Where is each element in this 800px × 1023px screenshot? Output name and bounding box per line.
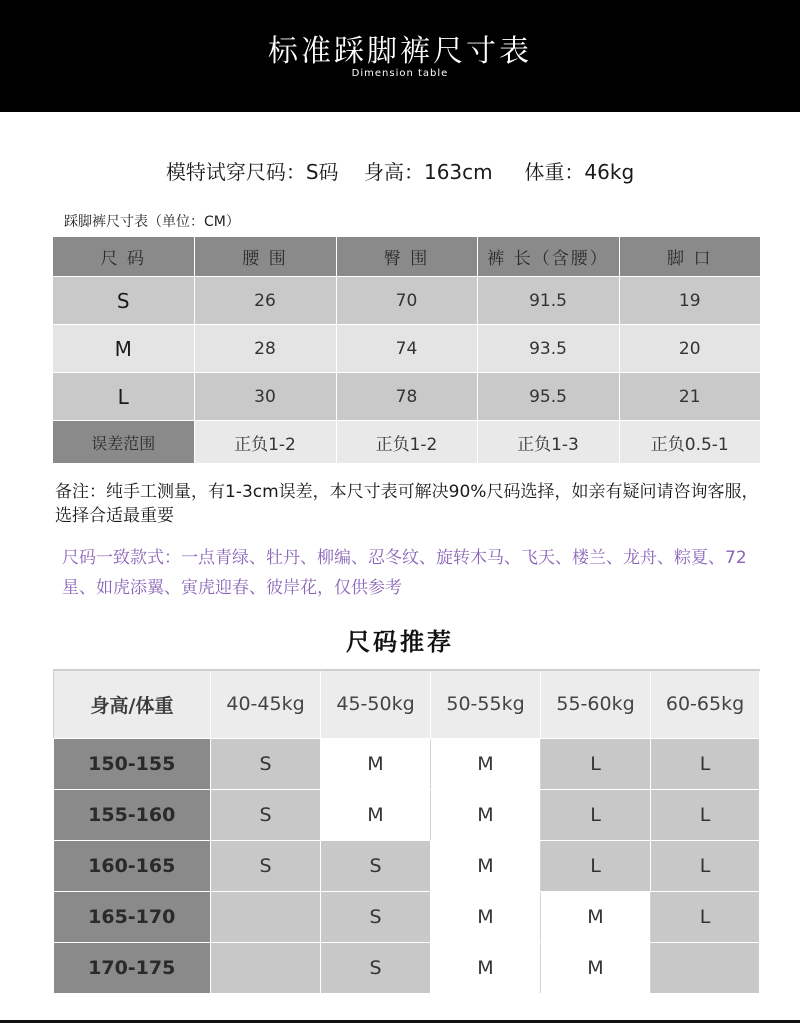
page-title: 标准踩脚裤尺寸表 <box>268 34 532 69</box>
weight-range-header: 55-60kg <box>541 670 651 738</box>
height-range-label: 155-160 <box>54 789 211 840</box>
recommended-size-cell: L <box>651 840 760 891</box>
height-range-label: 150-155 <box>54 738 211 789</box>
recommendation-row <box>54 789 760 840</box>
same-size-styles-note: 尺码一致款式：一点青绿、牡丹、柳编、忍冬纹、旋转木马、飞天、楼兰、龙舟、粽夏、72星、如虎添翼、寅虎迎春、彼岸花，仅供参考 <box>62 548 747 598</box>
height-range-label: 170-175 <box>54 942 211 993</box>
size-cell: L <box>53 373 194 421</box>
recommended-size-cell: M <box>431 789 541 840</box>
size-table-header-cell: 裤 长（含腰） <box>477 237 619 277</box>
recommendation-row <box>54 891 760 942</box>
page-header <box>0 0 800 112</box>
size-table-row <box>53 373 760 421</box>
height-range-label: 165-170 <box>54 891 211 942</box>
recommended-size-cell: M <box>431 891 541 942</box>
size-cell: M <box>53 325 194 373</box>
recommended-size-cell: S <box>321 942 431 993</box>
size-table-header-cell: 尺 码 <box>53 237 194 277</box>
length-cell: 91.5 <box>477 277 619 325</box>
tolerance-cell: 正负1-2 <box>336 421 477 464</box>
recommendation-title: 尺码推荐 <box>346 628 454 656</box>
recommended-size-cell: M <box>431 738 541 789</box>
size-cell: S <box>53 277 194 325</box>
waist-cell: 30 <box>194 373 336 421</box>
hip-cell: 70 <box>336 277 477 325</box>
recommendation-table <box>53 669 760 994</box>
hem-cell: 20 <box>619 325 760 373</box>
recommended-size-cell: L <box>651 891 760 942</box>
recommended-size-cell: M <box>541 891 651 942</box>
size-table-header-cell: 腰 围 <box>194 237 336 277</box>
recommendation-row <box>54 942 760 993</box>
recommended-size-cell: M <box>431 840 541 891</box>
weight-range-header: 50-55kg <box>431 670 541 738</box>
height-range-label: 160-165 <box>54 840 211 891</box>
waist-cell: 26 <box>194 277 336 325</box>
page-subtitle: Dimension table <box>351 68 449 79</box>
size-table-header-cell: 臀 围 <box>336 237 477 277</box>
recommended-size-cell: M <box>541 942 651 993</box>
hip-cell: 74 <box>336 325 477 373</box>
tolerance-cell: 正负1-2 <box>194 421 336 464</box>
recommended-size-cell: S <box>211 840 321 891</box>
size-table-caption: 踩脚裤尺寸表（单位：CM） <box>64 214 240 230</box>
weight-range-header: 40-45kg <box>211 670 321 738</box>
recommended-size-cell: L <box>651 789 760 840</box>
recommended-size-cell: L <box>541 789 651 840</box>
length-cell: 93.5 <box>477 325 619 373</box>
recommendation-row <box>54 738 760 789</box>
height-weight-header: 身高/体重 <box>54 670 211 738</box>
recommended-size-cell <box>211 891 321 942</box>
recommended-size-cell: S <box>211 789 321 840</box>
recommended-size-cell: M <box>321 789 431 840</box>
size-table-header-row <box>53 237 760 277</box>
tolerance-cell: 正负1-3 <box>477 421 619 464</box>
size-table <box>53 236 760 464</box>
size-table-row <box>53 277 760 325</box>
tolerance-label: 误差范围 <box>53 421 194 464</box>
size-table-header-cell: 脚 口 <box>619 237 760 277</box>
recommended-size-cell: L <box>541 840 651 891</box>
recommended-size-cell: L <box>541 738 651 789</box>
recommended-size-cell: M <box>431 942 541 993</box>
weight-range-header: 45-50kg <box>321 670 431 738</box>
recommended-size-cell: S <box>321 840 431 891</box>
recommended-size-cell: S <box>321 891 431 942</box>
recommendation-row <box>54 840 760 891</box>
length-cell: 95.5 <box>477 373 619 421</box>
hem-cell: 19 <box>619 277 760 325</box>
recommended-size-cell <box>651 942 760 993</box>
tolerance-cell: 正负0.5-1 <box>619 421 760 464</box>
size-table-row <box>53 325 760 373</box>
measurement-note: 备注：纯手工测量，有1-3cm误差，本尺寸表可解决90%尺码选择，如亲有疑问请咨询客服，选择合适最重要 <box>55 482 759 526</box>
weight-range-header: 60-65kg <box>651 670 760 738</box>
hip-cell: 78 <box>336 373 477 421</box>
recommendation-header-row <box>54 670 760 738</box>
recommended-size-cell: S <box>211 738 321 789</box>
model-info: 模特试穿尺码：S码 身高：163cm 体重：46kg <box>165 160 635 184</box>
tolerance-row <box>53 421 760 464</box>
recommended-size-cell: M <box>321 738 431 789</box>
recommended-size-cell <box>211 942 321 993</box>
recommended-size-cell: L <box>651 738 760 789</box>
waist-cell: 28 <box>194 325 336 373</box>
hem-cell: 21 <box>619 373 760 421</box>
